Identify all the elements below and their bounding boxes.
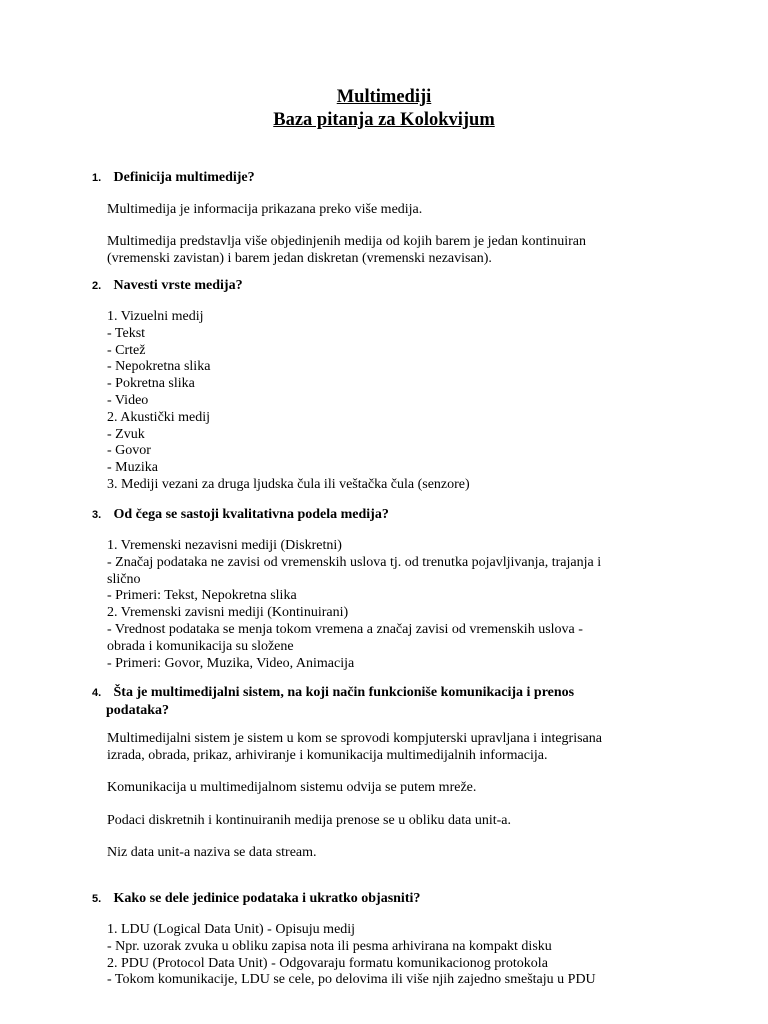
text-line: Multimedijalni sistem je sistem u kom se sprovodi kompjuterski upravljana i integrisana bbox=[107, 731, 602, 746]
text-line: 1. LDU (Logical Data Unit) - Opisuju medij bbox=[107, 922, 356, 937]
title-block bbox=[0, 86, 768, 132]
text-line: - Video bbox=[107, 392, 149, 408]
question-4-paragraph-1 bbox=[107, 731, 667, 765]
question-text: Kako se dele jedinice podataka i ukratko objasniti? bbox=[113, 891, 421, 906]
question-number: 2. bbox=[92, 280, 102, 292]
text-line: - Nepokretna slika bbox=[107, 359, 211, 375]
text-line: 2. Akustički medij bbox=[107, 409, 211, 425]
text-line: (vremenski zavistan) i barem jedan diskretan (vremenski nezavisan). bbox=[107, 250, 492, 266]
question-number: 5. bbox=[92, 893, 102, 905]
question-text: Šta je multimedijalni sistem, na koji način funkcioniše komunikacija i prenos bbox=[113, 685, 575, 700]
text-line: - Zvuk bbox=[107, 426, 145, 442]
question-4-heading bbox=[92, 684, 692, 719]
question-2-paragraph-1 bbox=[107, 309, 667, 494]
question-text: Od čega se sastoji kvalitativna podela medija? bbox=[113, 507, 389, 522]
question-2-heading bbox=[92, 277, 692, 295]
text-line: Niz data unit-a naziva se data stream. bbox=[107, 845, 317, 860]
text-line: - Primeri: Tekst, Nepokretna slika bbox=[107, 588, 297, 604]
text-line: - Govor bbox=[107, 443, 151, 459]
text-line: - Vrednost podataka se menja tokom vremena a značaj zavisi od vremenskih uslova - bbox=[107, 621, 583, 637]
question-number: 3. bbox=[92, 509, 102, 521]
text-line: obrada i komunikacija su složene bbox=[107, 638, 294, 654]
question-number: 1. bbox=[92, 172, 102, 184]
question-number: 4. bbox=[92, 687, 102, 699]
question-1-paragraph-1 bbox=[107, 202, 667, 219]
text-line: - Primeri: Govor, Muzika, Video, Animacija bbox=[107, 655, 355, 671]
text-line: Komunikacija u multimedijalnom sistemu odvija se putem mreže. bbox=[107, 780, 477, 795]
text-line: - Tekst bbox=[107, 325, 146, 341]
question-3-paragraph-1 bbox=[107, 538, 667, 672]
question-text: Navesti vrste medija? bbox=[113, 278, 243, 293]
question-4-paragraph-2 bbox=[107, 780, 667, 797]
question-5-paragraph-1 bbox=[107, 922, 667, 989]
text-line: - Crtež bbox=[107, 342, 146, 358]
text-line: - Značaj podataka ne zavisi od vremenskih uslova tj. od trenutka pojavljivanja, trajanja i bbox=[107, 554, 602, 570]
question-text-continuation: podataka? bbox=[106, 703, 170, 718]
text-line: 3. Mediji vezani za druga ljudska čula ili veštačka čula (senzore) bbox=[107, 476, 470, 492]
question-4-paragraph-4 bbox=[107, 845, 667, 862]
question-1-heading bbox=[92, 169, 692, 187]
question-text: Definicija multimedije? bbox=[113, 170, 255, 185]
text-line: - Muzika bbox=[107, 460, 158, 476]
document-subtitle: Baza pitanja za Kolokvijum bbox=[273, 110, 495, 130]
text-line: Multimedija predstavlja više objedinjenih medija od kojih barem je jedan kontinuiran bbox=[107, 234, 586, 249]
question-4-paragraph-3 bbox=[107, 813, 667, 830]
text-line: 2. Vremenski zavisni mediji (Kontinuirani) bbox=[107, 605, 349, 621]
text-line: Podaci diskretnih i kontinuiranih medija prenose se u obliku data unit-a. bbox=[107, 813, 511, 828]
question-5-heading bbox=[92, 890, 692, 908]
text-line: 2. PDU (Protocol Data Unit) - Odgovaraju formatu komunikacionog protokola bbox=[107, 955, 548, 971]
text-line: - Pokretna slika bbox=[107, 376, 195, 392]
question-3-heading bbox=[92, 506, 692, 524]
text-line: izrada, obrada, prikaz, arhiviranje i komunikacija multimedijalnih informacija. bbox=[107, 747, 548, 763]
question-1-paragraph-2 bbox=[107, 234, 667, 268]
text-line: slično bbox=[107, 571, 141, 587]
text-line: Multimedija je informacija prikazana preko više medija. bbox=[107, 202, 423, 217]
text-line: - Npr. uzorak zvuka u obliku zapisa nota ili pesma arhivirana na kompakt disku bbox=[107, 938, 552, 954]
text-line: 1. Vizuelni medij bbox=[107, 309, 204, 324]
text-line: 1. Vremenski nezavisni mediji (Diskretni) bbox=[107, 538, 342, 553]
document-title: Multimediji bbox=[336, 87, 432, 107]
text-line: - Tokom komunikacije, LDU se cele, po delovima ili više njih zajedno smeštaju u PDU bbox=[107, 972, 596, 988]
